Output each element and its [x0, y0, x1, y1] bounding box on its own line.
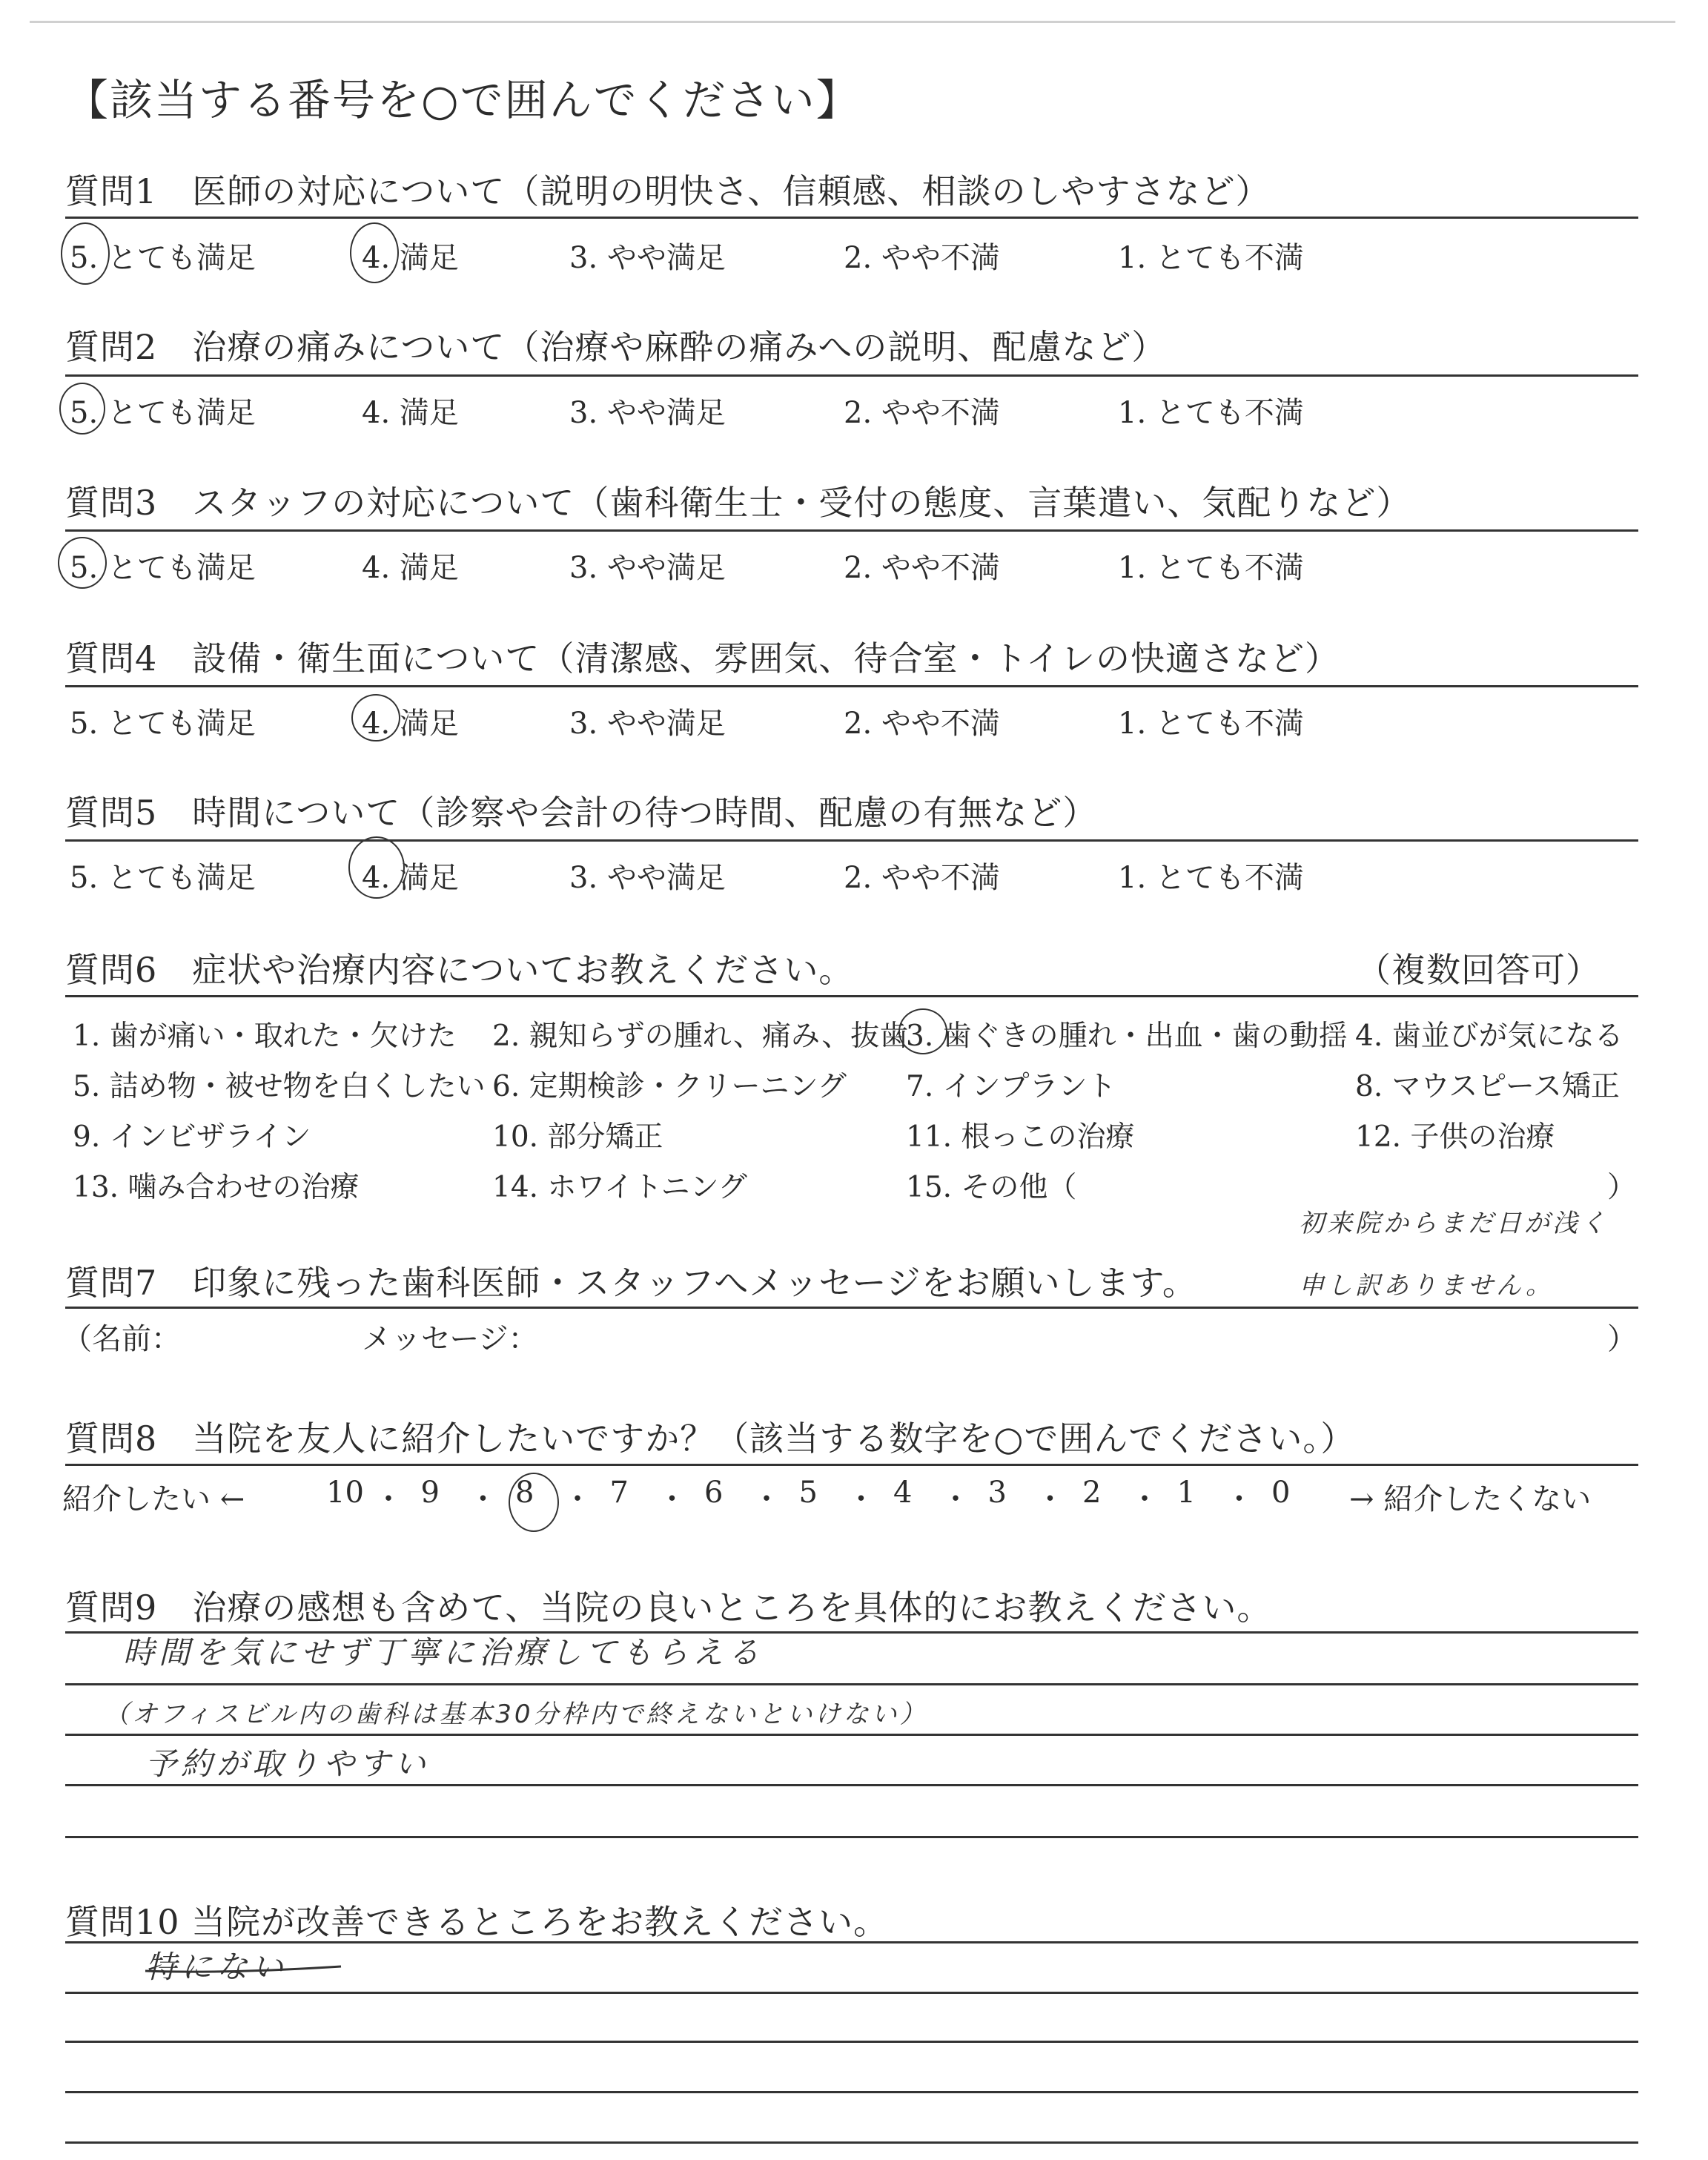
q8-scale-value-3[interactable]: 3 — [987, 1476, 1007, 1510]
q4-option-3[interactable]: 3. やや満足 — [569, 707, 726, 741]
q8-scale-separator: ・ — [752, 1482, 781, 1516]
q8-scale-separator: ・ — [941, 1482, 970, 1516]
q6-item-7[interactable]: 7. インプラント — [906, 1070, 1116, 1103]
q3-option-5[interactable]: 5. とても満足 — [70, 551, 256, 585]
q4-option-4[interactable]: 4. 満足 — [362, 707, 459, 741]
q8-scale-value-10[interactable]: 10 — [326, 1476, 364, 1510]
question-4-title: 質問4 設備・衛生面について（清潔感、雰囲気、待合室・トイレの快適さなど） — [65, 638, 1340, 678]
q8-scale-separator: ・ — [1035, 1482, 1065, 1516]
q7-handwritten-line-2: 申し訳ありません。 — [1299, 1271, 1555, 1301]
q1-option-2[interactable]: 2. やや不満 — [844, 241, 1000, 275]
question-8-title: 質問8 当院を友人に紹介したいですか？（該当する数字を○で囲んでください。） — [65, 1418, 1356, 1459]
q4-option-1[interactable]: 1. とても不満 — [1118, 707, 1304, 741]
q8-right-label: → 紹介したくない — [1349, 1482, 1592, 1516]
q1-option-3[interactable]: 3. やや満足 — [569, 241, 726, 275]
q8-scale-value-1[interactable]: 1 — [1176, 1476, 1196, 1510]
question-6-note: （複数回答可） — [1357, 950, 1601, 990]
q8-scale-value-4[interactable]: 4 — [893, 1476, 913, 1510]
q3-option-4[interactable]: 4. 満足 — [362, 551, 459, 585]
q6-item-15[interactable]: 15. その他（ — [906, 1171, 1077, 1204]
q5-option-4[interactable]: 4. 満足 — [362, 861, 459, 895]
q4-option-2[interactable]: 2. やや不満 — [844, 707, 1000, 741]
q1-option-1[interactable]: 1. とても不満 — [1118, 241, 1304, 275]
q8-scale-separator: ・ — [657, 1482, 687, 1516]
q6-item-8[interactable]: 8. マウスピース矯正 — [1355, 1070, 1620, 1103]
q6-item-4[interactable]: 4. 歯並びが気になる — [1355, 1020, 1623, 1053]
q6-item-11[interactable]: 11. 根っこの治療 — [906, 1120, 1135, 1154]
q6-item-9[interactable]: 9. インビザライン — [73, 1120, 311, 1154]
q6-item-1[interactable]: 1. 歯が痛い・取れた・欠けた — [73, 1020, 457, 1053]
q2-option-5[interactable]: 5. とても満足 — [70, 396, 256, 430]
form-heading: 【該当する番号を○で囲んでください】 — [65, 75, 861, 125]
q8-scale-value-9[interactable]: 9 — [420, 1476, 440, 1510]
q5-option-2[interactable]: 2. やや不満 — [844, 861, 1000, 895]
q6-item-3[interactable]: 3. 歯ぐきの腫れ・出血・歯の動揺 — [906, 1020, 1348, 1053]
question-10-title: 質問10 当院が改善できるところをお教えください。 — [65, 1902, 889, 1942]
q8-scale-separator: ・ — [1130, 1482, 1159, 1516]
q8-scale-value-7[interactable]: 7 — [609, 1476, 629, 1510]
question-7-title: 質問7 印象に残った歯科医師・スタッフへメッセージをお願いします。 — [65, 1263, 1197, 1303]
q3-option-3[interactable]: 3. やや満足 — [569, 551, 726, 585]
q8-left-label: 紹介したい ← — [62, 1482, 245, 1516]
q2-option-4[interactable]: 4. 満足 — [362, 396, 459, 430]
q9-answer-line-3: 予約が取りやすい — [145, 1745, 431, 1782]
q4-option-5[interactable]: 5. とても満足 — [70, 707, 256, 741]
q3-option-1[interactable]: 1. とても不満 — [1118, 551, 1304, 585]
q8-scale-value-2[interactable]: 2 — [1082, 1476, 1102, 1510]
q7-name-label: （名前： — [62, 1322, 181, 1356]
question-2-title: 質問2 治療の痛みについて（治療や麻酔の痛みへの説明、配慮など） — [65, 327, 1167, 367]
q5-option-5[interactable]: 5. とても満足 — [70, 861, 256, 895]
q6-item-13[interactable]: 13. 噛み合わせの治療 — [73, 1171, 360, 1204]
q7-close-paren: ） — [1607, 1322, 1637, 1356]
q8-scale-separator: ・ — [846, 1482, 876, 1516]
q1-option-4[interactable]: 4. 満足 — [362, 241, 459, 275]
q8-scale-value-6[interactable]: 6 — [704, 1476, 724, 1510]
q6-item-2[interactable]: 2. 親知らずの腫れ、痛み、抜歯 — [492, 1020, 909, 1053]
q6-item-5[interactable]: 5. 詰め物・被せ物を白くしたい — [73, 1070, 486, 1103]
q9-answer-line-2: （オフィスビル内の歯科は基本30分枠内で終えないといけない） — [104, 1700, 928, 1729]
q7-handwritten-line-1: 初来院からまだ日が浅く — [1299, 1209, 1609, 1238]
q5-option-1[interactable]: 1. とても不満 — [1118, 861, 1304, 895]
q8-scale-value-8[interactable]: 8 — [515, 1476, 534, 1510]
question-6-title: 質問6 症状や治療内容についてお教えください。 — [65, 950, 854, 990]
question-3-title: 質問3 スタッフの対応について（歯科衛生士・受付の態度、言葉遣い、気配りなど） — [65, 483, 1411, 523]
q8-scale-separator: ・ — [468, 1482, 498, 1516]
q8-scale-value-0[interactable]: 0 — [1271, 1476, 1291, 1510]
question-9-title: 質問9 治療の感想も含めて、当院の良いところを具体的にお教えください。 — [65, 1588, 1272, 1628]
q6-item-12[interactable]: 12. 子供の治療 — [1355, 1120, 1555, 1154]
q8-scale-separator: ・ — [563, 1482, 592, 1516]
q5-option-3[interactable]: 3. やや満足 — [569, 861, 726, 895]
q6-item-10[interactable]: 10. 部分矯正 — [492, 1120, 663, 1154]
question-1-title: 質問1 医師の対応について（説明の明快さ、信頼感、相談のしやすさなど） — [65, 171, 1271, 211]
q9-answer-line-1: 時間を気にせず丁寧に治療してもらえる — [123, 1634, 764, 1671]
q2-option-3[interactable]: 3. やや満足 — [569, 396, 726, 430]
q2-option-2[interactable]: 2. やや不満 — [844, 396, 1000, 430]
q8-scale-value-5[interactable]: 5 — [798, 1476, 818, 1510]
q8-scale-separator: ・ — [374, 1482, 403, 1516]
q1-option-5[interactable]: 5. とても満足 — [70, 241, 256, 275]
q10-answer-line-1: 特にない — [145, 1949, 288, 1985]
q8-scale-separator: ・ — [1224, 1482, 1254, 1516]
q2-option-1[interactable]: 1. とても不満 — [1118, 396, 1304, 430]
q6-item-14[interactable]: 14. ホワイトニング — [492, 1171, 747, 1204]
question-5-title: 質問5 時間について（診察や会計の待つ時間、配慮の有無など） — [65, 793, 1098, 833]
q6-item-6[interactable]: 6. 定期検診・クリーニング — [492, 1070, 847, 1103]
q7-message-label: メッセージ： — [362, 1322, 538, 1356]
q6-other-close-paren: ） — [1607, 1171, 1637, 1204]
q3-option-2[interactable]: 2. やや不満 — [844, 551, 1000, 585]
